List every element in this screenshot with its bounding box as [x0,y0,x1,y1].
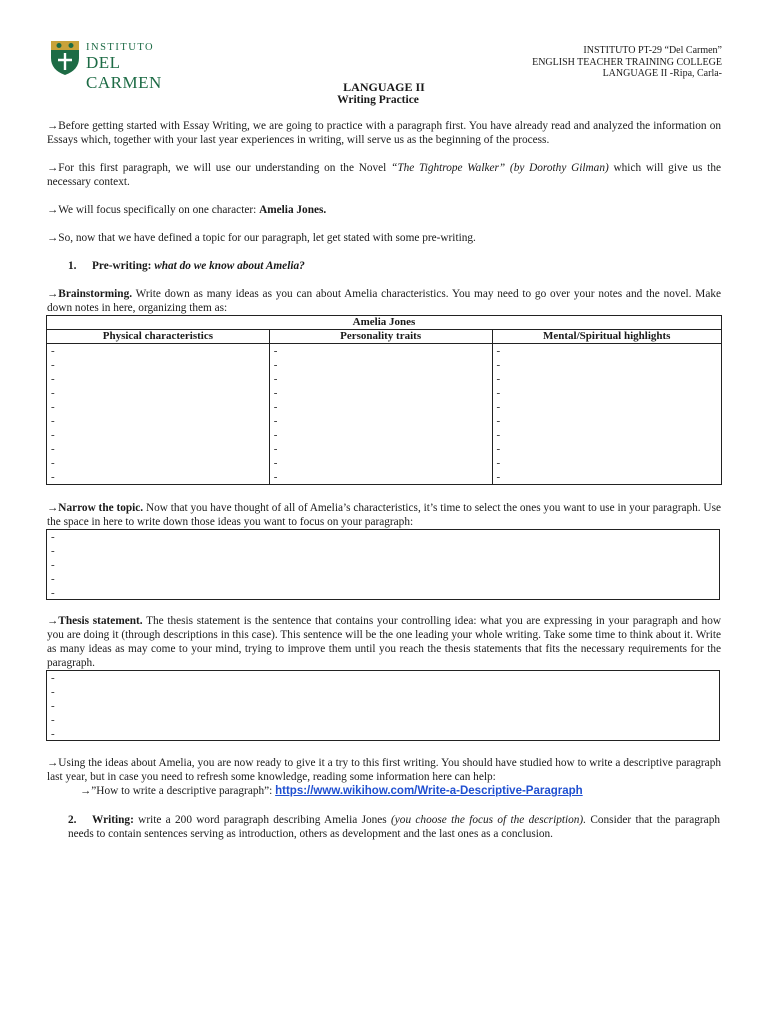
using-ideas-paragraph: →Using the ideas about Amelia, you are now ready to give it a try to this first writing. You should have studied how to write a descriptive paragraph last year, but in case you need to refresh some knowledge, reading some information here can help: [47,757,721,783]
crest-icon [48,38,82,76]
bullet-dash: - [273,345,278,357]
step-1-number: 1. [68,260,77,272]
header-line2: ENGLISH TEACHER TRAINING COLLEGE [532,56,722,68]
novel-title: “The Tightrope Walker” (by Dorothy Gilman) [391,162,609,174]
page-title: LANGUAGE II [343,80,425,94]
bullet-dash: - [496,429,501,441]
bullet-dash: - [273,471,278,483]
bullet-dash: - [51,429,55,441]
bullet-dash: - [51,672,55,684]
bullet-dash: - [51,387,55,399]
bullet-dash: - [51,359,55,371]
logo-line1: INSTITUTO [86,42,155,53]
column-header-mental: Mental/Spiritual highlights [492,330,722,344]
howto-label: →”How to write a descriptive paragraph”: [80,785,276,797]
bullet-dash: - [496,345,501,357]
logo-line2: DEL CARMEN [86,53,162,92]
bullet-dash: - [496,359,501,371]
step-2-text-c: Consider that the paragraph needs to contain sentences serving as introduction, others as development and the last ones as a conclusion. [68,814,720,840]
step-2-text-a: write a 200 word paragraph describing Amelia Jones [133,814,392,826]
bullet-dash: - [496,443,501,455]
physical-notes-cell[interactable] [47,344,270,485]
bullet-dash: - [51,457,55,469]
page-subtitle: Writing Practice [337,94,419,106]
intro-p2-c: which will give us the necessary context. [47,162,721,188]
brainstorm-label: →Brainstorming. [47,288,133,300]
step-2-number: 2. [68,814,77,826]
bullet-dash: - [496,415,501,427]
step-2-paragraph [68,813,720,841]
bullet-dash: - [273,415,278,427]
bullet-dash: - [496,471,501,483]
bullet-dash: - [273,373,278,385]
bullet-dash: - [51,471,55,483]
mental-notes-cell[interactable] [492,344,722,485]
column-header-personality: Personality traits [269,330,492,344]
intro-paragraph-4: →So, now that we have defined a topic for our paragraph, let get stated with some pre-writing. [47,232,476,244]
bullet-dash: - [273,359,278,371]
step-1-question: what do we know about Amelia? [154,260,305,272]
narrow-label: →Narrow the topic. [47,502,144,514]
bullet-dash: - [51,443,55,455]
step-2-text-b: (you choose the focus of the description). [391,814,587,826]
bullet-dash: - [496,373,501,385]
bullet-dash: - [273,429,278,441]
intro-paragraph-1: →Before getting started with Essay Writing, we are going to practice with a paragraph first. You have already read and analyzed the information on Essays which, together with your last year experiences in writing, will serve us as the beginning of the process. [47,120,721,146]
bullet-dash: - [273,387,278,399]
narrow-topic-box[interactable] [46,529,720,600]
bullet-dash: - [273,401,278,413]
howto-line [80,784,583,798]
personality-notes-cell[interactable] [269,344,492,485]
narrow-topic-paragraph [47,501,721,529]
intro-p2-a: →For this first paragraph, we will use our understanding on the Novel [47,162,392,174]
thesis-statement-box[interactable] [46,670,720,741]
table-caption: Amelia Jones [47,316,722,330]
bullet-dash: - [51,700,55,712]
character-name: Amelia Jones. [259,204,327,216]
header-line1: INSTITUTO PT-29 “Del Carmen” [583,45,722,56]
brainstorm-text: Write down as many ideas as you can about Amelia characteristics. You may need to go over your notes and the novel. Make down notes in here, organizing them as: [47,288,721,314]
brainstorm-paragraph [47,287,721,315]
narrow-text: Now that you have thought of all of Amelia’s characteristics, it’s time to select the ones you want to use in your paragraph. Use the space in here to write down those ideas you want to focus on your paragraph: [47,502,722,528]
bullet-dash: - [273,443,278,455]
step-1-label: Pre-writing: [92,260,155,272]
header-line3: LANGUAGE II -Ripa, Carla- [602,68,722,79]
thesis-paragraph [47,614,721,670]
thesis-text: The thesis statement is the sentence that contains your controlling idea: what you are expressing in your paragraph and how you are doing it (through descriptions in this case). This sentence will be the one leading your whole writing. Take some time to think about it. Write as many ideas as may come to your mind, trying to improve them until you reach the thesis statements that fits the necessary requirements for the paragraph. [47,615,722,669]
bullet-dash: - [496,401,501,413]
bullet-dash: - [51,401,55,413]
intro-paragraph-2 [47,161,721,189]
bullet-dash: - [51,686,55,698]
step-2-label: Writing: [92,814,134,826]
bullet-dash: - [51,531,55,543]
bullet-dash: - [496,457,501,469]
bullet-dash: - [51,373,55,385]
column-header-physical: Physical characteristics [47,330,270,344]
bullet-dash: - [273,457,278,469]
bullet-dash: - [51,587,55,599]
bullet-dash: - [51,714,55,726]
bullet-dash: - [496,387,501,399]
step-1-heading [68,259,720,273]
amelia-characteristics-table [46,315,722,485]
intro-paragraph-3 [47,203,721,217]
bullet-dash: - [51,728,55,740]
institute-logo [48,38,178,92]
wikihow-link[interactable]: https://www.wikihow.com/Write-a-Descriptive-Paragraph [275,785,583,797]
intro-p3-a: →We will focus specifically on one character: [47,204,260,216]
bullet-dash: - [51,345,55,357]
bullet-dash: - [51,415,55,427]
document-header [532,45,722,80]
bullet-dash: - [51,545,55,557]
bullet-dash: - [51,573,55,585]
bullet-dash: - [51,559,55,571]
thesis-label: →Thesis statement. [47,615,143,627]
